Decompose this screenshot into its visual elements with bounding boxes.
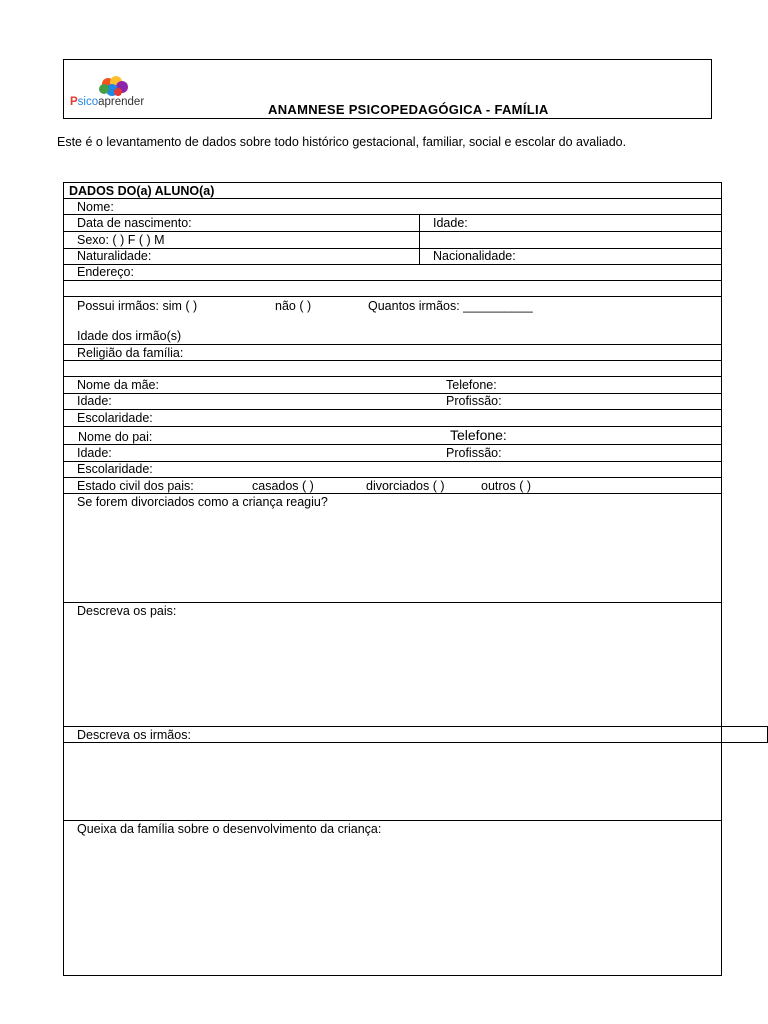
sexo-field[interactable]: Sexo: ( ) F ( ) M (77, 233, 165, 247)
divorciados-option[interactable]: divorciados ( ) (366, 479, 445, 493)
brain-logo-icon (70, 74, 160, 114)
row-divider (63, 360, 722, 361)
naturalidade-field[interactable]: Naturalidade: (77, 249, 152, 263)
row-divider (63, 393, 722, 394)
endereco-field[interactable]: Endereço: (77, 265, 134, 279)
nome-mae-field[interactable]: Nome da mãe: (77, 378, 159, 392)
row-divider (63, 477, 722, 478)
telefone-mae-field[interactable]: Telefone: (446, 378, 497, 392)
outros-option[interactable]: outros ( ) (481, 479, 532, 493)
row-divider (63, 376, 722, 377)
idade-irmaos-field[interactable]: Idade dos irmão(s) (77, 329, 182, 343)
row-divider (63, 742, 722, 743)
logo-wordmark: Psicoaprender (70, 96, 145, 108)
casados-option[interactable]: casados ( ) (252, 479, 314, 493)
descreva-irmaos-field[interactable]: Descreva os irmãos: (77, 728, 191, 742)
escolaridade-pai-field[interactable]: Escolaridade: (77, 462, 153, 476)
idade-mae-field[interactable]: Idade: (77, 394, 112, 408)
row-divider (63, 426, 722, 427)
page-title: ANAMNESE PSICOPEDAGÓGICA - FAMÍLIA (268, 102, 549, 117)
row-divider (63, 214, 722, 215)
row-divider (63, 493, 722, 494)
nome-field[interactable]: Nome: (77, 200, 114, 214)
idade-field[interactable]: Idade: (433, 216, 468, 230)
profissao-pai-field[interactable]: Profissão: (446, 446, 502, 460)
row-divider (63, 344, 722, 345)
escolaridade-mae-field[interactable]: Escolaridade: (77, 411, 153, 425)
nao-irmaos-option[interactable]: não ( ) (275, 299, 312, 313)
section-title: DADOS DO(a) ALUNO(a) (69, 184, 215, 198)
nacionalidade-field[interactable]: Nacionalidade: (433, 249, 516, 263)
row-divider (63, 248, 722, 249)
intro-text: Este é o levantamento de dados sobre todo histórico gestacional, familiar, social e escolar do avaliado. (57, 135, 627, 149)
divorciados-reagiu-field[interactable]: Se forem divorciados como a criança reagiu? (77, 495, 328, 509)
column-divider (419, 214, 420, 264)
row-divider (63, 264, 722, 265)
row-divider (63, 231, 722, 232)
row-divider (63, 296, 722, 297)
row-divider (63, 820, 722, 821)
data-nascimento-field[interactable]: Data de nascimento: (77, 216, 192, 230)
row-divider (63, 602, 722, 603)
telefone-pai-field[interactable]: Telefone: (450, 427, 507, 443)
queixa-field[interactable]: Queixa da família sobre o desenvolvimento da criança: (77, 822, 382, 836)
nome-pai-field[interactable]: Nome do pai: (78, 430, 153, 444)
row-divider (63, 198, 722, 199)
profissao-mae-field[interactable]: Profissão: (446, 394, 502, 408)
estado-civil-field[interactable]: Estado civil dos pais: (77, 479, 194, 493)
row-divider (63, 461, 722, 462)
overflow-cell (722, 726, 768, 743)
row-divider (63, 444, 722, 445)
possui-irmaos-field[interactable]: Possui irmãos: sim ( ) (77, 299, 198, 313)
quantos-irmaos-field[interactable]: Quantos irmãos: __________ (368, 299, 533, 313)
religiao-field[interactable]: Religião da família: (77, 346, 184, 360)
row-divider (63, 726, 722, 727)
row-divider (63, 280, 722, 281)
descreva-pais-field[interactable]: Descreva os pais: (77, 604, 177, 618)
row-divider (63, 409, 722, 410)
idade-pai-field[interactable]: Idade: (77, 446, 112, 460)
